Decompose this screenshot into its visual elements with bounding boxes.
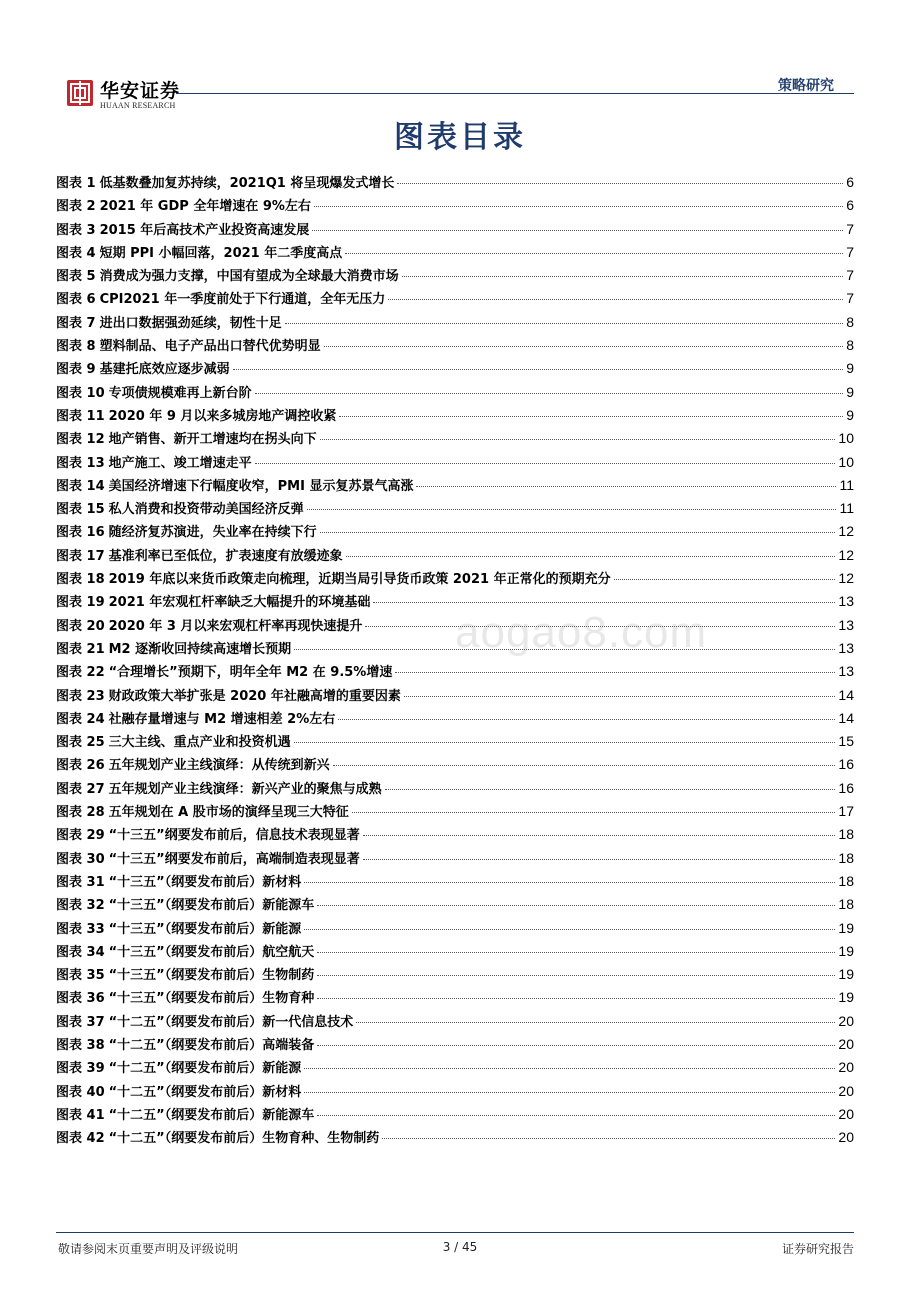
toc-entry-title: 五年规划产业主线演绎：新兴产业的聚焦与成熟 — [108, 781, 382, 797]
toc-entry[interactable] — [56, 731, 854, 754]
toc-entry[interactable] — [56, 382, 854, 405]
toc-entry[interactable] — [56, 685, 854, 708]
toc-entry[interactable] — [56, 288, 854, 311]
toc-entry-title: 地产施工、竣工增速走平 — [108, 455, 252, 471]
toc-entry-label: 图表 13 — [56, 455, 105, 471]
toc-entry-title: 2015 年后高技术产业投资高速发展 — [99, 222, 310, 238]
toc-entry-label: 图表 40 — [56, 1084, 105, 1100]
toc-entry-page: 14 — [838, 686, 854, 703]
toc-leader-dots — [397, 183, 843, 184]
toc-entry-page: 13 — [838, 663, 854, 680]
toc-entry[interactable] — [56, 1057, 854, 1080]
toc-entry-page: 9 — [846, 406, 854, 423]
toc-entry[interactable] — [56, 987, 854, 1010]
toc-entry-label: 图表 26 — [56, 758, 105, 774]
toc-entry-page: 13 — [838, 616, 854, 633]
toc-entry-title: 2020 年 3 月以来宏观杠杆率再现快速提升 — [108, 618, 363, 634]
toc-entry[interactable] — [56, 964, 854, 987]
toc-entry-page: 18 — [838, 896, 854, 913]
toc-entry-title: “十二五”（纲要发布前后）生物育种、生物制药 — [108, 1131, 380, 1147]
toc-entry-label: 图表 15 — [56, 502, 105, 518]
toc-leader-dots — [294, 742, 836, 743]
toc-entry-page: 20 — [838, 1035, 854, 1052]
figure-toc-list — [56, 172, 854, 1150]
toc-entry-page: 8 — [846, 313, 854, 330]
toc-leader-dots — [304, 1068, 835, 1069]
toc-entry[interactable] — [56, 428, 854, 451]
toc-entry-page: 16 — [838, 756, 854, 773]
toc-entry-label: 图表 31 — [56, 874, 105, 890]
toc-entry-label: 图表 16 — [56, 525, 105, 541]
toc-entry-label: 图表 8 — [56, 339, 96, 355]
toc-entry-label: 图表 10 — [56, 385, 105, 401]
toc-leader-dots — [404, 696, 836, 697]
toc-entry-title: “十三五”（纲要发布前后）航空航天 — [108, 944, 315, 960]
toc-entry-label: 图表 4 — [56, 245, 96, 261]
toc-entry-label: 图表 33 — [56, 921, 105, 937]
toc-entry-title: “十二五”（纲要发布前后）新能源 — [108, 1061, 302, 1077]
toc-entry-title: 2020 年 9 月以来多城房地产调控收紧 — [108, 408, 337, 424]
toc-entry-title: 2021 年宏观杠杆率缺乏大幅提升的环境基础 — [108, 595, 371, 611]
toc-entry[interactable] — [56, 1034, 854, 1057]
toc-entry-page: 17 — [838, 803, 854, 820]
toc-leader-dots — [363, 835, 836, 836]
toc-entry-label: 图表 12 — [56, 432, 105, 448]
toc-leader-dots — [285, 323, 844, 324]
toc-entry[interactable] — [56, 172, 854, 195]
page-header — [0, 0, 920, 115]
toc-entry-page: 16 — [838, 779, 854, 796]
toc-entry-page: 7 — [846, 243, 854, 260]
toc-leader-dots — [320, 532, 836, 533]
toc-entry-title: 基建托底效应逐步减弱 — [99, 362, 230, 378]
toc-entry-label: 图表 21 — [56, 641, 105, 657]
toc-entry-title: 短期 PPI 小幅回落，2021 年二季度高点 — [99, 245, 343, 261]
toc-entry-page: 11 — [839, 500, 854, 517]
toc-leader-dots — [382, 1138, 835, 1139]
toc-entry-title: “十三五”（纲要发布前后）生物育种 — [108, 991, 315, 1007]
toc-entry-page: 19 — [838, 919, 854, 936]
toc-entry-page: 13 — [838, 639, 854, 656]
toc-entry[interactable] — [56, 894, 854, 917]
toc-entry-label: 图表 27 — [56, 781, 105, 797]
toc-entry-label: 图表 5 — [56, 269, 96, 285]
toc-entry-label: 图表 39 — [56, 1061, 105, 1077]
toc-entry-label: 图表 11 — [56, 408, 105, 424]
toc-entry-title: “十二五”（纲要发布前后）新一代信息技术 — [108, 1014, 354, 1030]
toc-entry-page: 20 — [838, 1129, 854, 1146]
toc-entry-title: 财政政策大举扩张是 2020 年社融高增的重要因素 — [108, 688, 401, 704]
toc-entry-title: “合理增长”预期下，明年全年 M2 在 9.5%增速 — [108, 665, 393, 681]
toc-entry-title: CPI2021 年一季度前处于下行通道，全年无压力 — [99, 292, 386, 308]
toc-entry[interactable] — [56, 871, 854, 894]
toc-entry-label: 图表 41 — [56, 1107, 105, 1123]
toc-entry-title: M2 逐渐收回持续高速增长预期 — [108, 641, 292, 657]
toc-leader-dots — [352, 812, 836, 813]
toc-entry-label: 图表 30 — [56, 851, 105, 867]
toc-leader-dots — [317, 952, 835, 953]
toc-entry-title: 消费成为强力支撑，中国有望成为全球最大消费市场 — [99, 269, 399, 285]
toc-leader-dots — [304, 882, 835, 883]
toc-entry-page: 20 — [838, 1059, 854, 1076]
toc-entry-page: 12 — [838, 570, 854, 587]
toc-entry-title: “十二五”（纲要发布前后）新能源车 — [108, 1107, 315, 1123]
toc-entry-title: 基准利率已至低位，扩表速度有放缓迹象 — [108, 548, 343, 564]
toc-entry-title: 地产销售、新开工增速均在拐头向下 — [108, 432, 317, 448]
toc-entry-title: 2021 年 GDP 全年增速在 9%左右 — [99, 199, 311, 215]
toc-entry[interactable] — [56, 242, 854, 265]
toc-entry[interactable] — [56, 754, 854, 777]
toc-leader-dots — [324, 346, 844, 347]
toc-entry[interactable] — [56, 1081, 854, 1104]
toc-leader-dots — [385, 789, 836, 790]
toc-leader-dots — [333, 765, 836, 766]
toc-entry-page: 15 — [838, 733, 854, 750]
toc-entry-title: “十三五”（纲要发布前后）新能源车 — [108, 898, 315, 914]
toc-entry-page: 9 — [846, 383, 854, 400]
toc-entry-page: 10 — [838, 430, 854, 447]
toc-entry[interactable] — [56, 941, 854, 964]
toc-entry[interactable] — [56, 265, 854, 288]
logo-text: 华安证券 — [100, 80, 181, 102]
toc-entry-page: 7 — [846, 220, 854, 237]
toc-entry-title: 私人消费和投资带动美国经济反弹 — [108, 502, 304, 518]
toc-entry[interactable] — [56, 358, 854, 381]
toc-entry-title: “十三五”纲要发布前后，信息技术表现显著 — [108, 828, 360, 844]
huaan-logo-icon — [66, 79, 94, 107]
toc-entry-label: 图表 42 — [56, 1131, 105, 1147]
toc-entry-title: “十三五”纲要发布前后，高端制造表现显著 — [108, 851, 360, 867]
toc-entry-title: 低基数叠加复苏持续，2021Q1 将呈现爆发式增长 — [99, 176, 395, 191]
toc-entry-page: 6 — [846, 197, 854, 214]
toc-leader-dots — [346, 556, 836, 557]
toc-leader-dots — [363, 859, 836, 860]
toc-entry-title: “十三五”（纲要发布前后）新材料 — [108, 874, 302, 890]
toc-entry-page: 14 — [838, 709, 854, 726]
toc-entry-label: 图表 36 — [56, 991, 105, 1007]
toc-entry-page: 7 — [846, 290, 854, 307]
toc-entry-title: 随经济复苏演进，失业率在持续下行 — [108, 525, 317, 541]
toc-entry-label: 图表 32 — [56, 898, 105, 914]
toc-entry-page: 12 — [838, 546, 854, 563]
toc-leader-dots — [312, 230, 843, 231]
toc-entry[interactable] — [56, 568, 854, 591]
toc-leader-dots — [233, 369, 844, 370]
toc-entry-label: 图表 7 — [56, 315, 96, 331]
toc-entry-label: 图表 38 — [56, 1037, 105, 1053]
toc-entry-title: 五年规划产业主线演绎：从传统到新兴 — [108, 758, 330, 774]
toc-entry-title: 五年规划在 A 股市场的演绎呈现三大特征 — [108, 805, 349, 821]
toc-entry[interactable] — [56, 918, 854, 941]
toc-entry-label: 图表 37 — [56, 1014, 105, 1030]
header-divider — [176, 93, 854, 94]
toc-leader-dots — [373, 602, 835, 603]
toc-leader-dots — [416, 486, 836, 487]
toc-entry-page: 6 — [846, 174, 854, 190]
toc-entry-label: 图表 9 — [56, 362, 96, 378]
toc-entry-title: 美国经济增速下行幅度收窄，PMI 显示复苏景气高涨 — [108, 478, 414, 494]
page-title: 图表目录 — [394, 120, 526, 155]
toc-entry-label: 图表 23 — [56, 688, 105, 704]
toc-entry-page: 20 — [838, 1082, 854, 1099]
toc-entry-title: “十三五”（纲要发布前后）生物制药 — [108, 968, 315, 984]
toc-entry[interactable] — [56, 1127, 854, 1150]
toc-entry-page: 11 — [839, 476, 854, 493]
toc-leader-dots — [614, 579, 836, 580]
toc-entry[interactable] — [56, 335, 854, 358]
toc-entry-label: 图表 34 — [56, 944, 105, 960]
toc-entry-title: 专项债规模难再上新台阶 — [108, 385, 252, 401]
toc-leader-dots — [314, 206, 843, 207]
toc-leader-dots — [345, 253, 843, 254]
toc-leader-dots — [255, 393, 844, 394]
toc-entry-title: “十三五”（纲要发布前后）新能源 — [108, 921, 302, 937]
toc-entry-label: 图表 25 — [56, 735, 105, 751]
toc-entry-title: 进出口数据强劲延续，韧性十足 — [99, 315, 282, 331]
watermark: aogao8.com — [455, 608, 708, 657]
toc-entry-title: 三大主线、重点产业和投资机遇 — [108, 735, 291, 751]
toc-entry[interactable] — [56, 545, 854, 568]
toc-entry[interactable] — [56, 405, 854, 428]
toc-entry-label: 图表 14 — [56, 478, 105, 494]
toc-entry-title: 塑料制品、电子产品出口替代优势明显 — [99, 339, 321, 355]
toc-entry-page: 12 — [838, 523, 854, 540]
toc-entry-title: 社融存量增速与 M2 增速相差 2%左右 — [108, 711, 336, 727]
toc-entry-title: “十二五”（纲要发布前后）高端装备 — [108, 1037, 315, 1053]
toc-entry[interactable] — [56, 219, 854, 242]
toc-entry[interactable] — [56, 778, 854, 801]
toc-leader-dots — [304, 1092, 835, 1093]
toc-entry-title: 2019 年底以来货币政策走向梳理，近期当局引导货币政策 2021 年正常化的预期充分 — [108, 572, 611, 588]
toc-entry-title: “十二五”（纲要发布前后）新材料 — [108, 1084, 302, 1100]
toc-leader-dots — [388, 299, 843, 300]
toc-entry-label: 图表 3 — [56, 222, 96, 238]
toc-entry[interactable] — [56, 498, 854, 521]
toc-entry-label: 图表 28 — [56, 805, 105, 821]
toc-entry[interactable] — [56, 452, 854, 475]
toc-entry-page: 20 — [838, 1012, 854, 1029]
toc-entry[interactable] — [56, 708, 854, 731]
toc-entry-page: 18 — [838, 826, 854, 843]
toc-entry-page: 9 — [846, 360, 854, 377]
toc-entry-label: 图表 1 — [56, 176, 96, 191]
toc-leader-dots — [339, 416, 843, 417]
toc-leader-dots — [317, 1115, 835, 1116]
footer-disclaimer: 敬请参阅末页重要声明及评级说明 — [58, 1242, 239, 1256]
toc-entry[interactable] — [56, 848, 854, 871]
toc-entry-page: 18 — [838, 872, 854, 889]
toc-leader-dots — [338, 719, 835, 720]
toc-entry[interactable] — [56, 521, 854, 544]
toc-leader-dots — [317, 905, 835, 906]
toc-entry-label: 图表 19 — [56, 595, 105, 611]
toc-entry[interactable] — [56, 195, 854, 218]
toc-entry-page: 19 — [838, 966, 854, 983]
toc-leader-dots — [255, 463, 836, 464]
toc-leader-dots — [317, 998, 835, 999]
logo-subtitle: HUAAN RESEARCH — [100, 101, 176, 110]
toc-leader-dots — [395, 672, 835, 673]
toc-leader-dots — [317, 975, 835, 976]
toc-entry-label: 图表 20 — [56, 618, 105, 634]
toc-entry-label: 图表 22 — [56, 665, 105, 681]
toc-leader-dots — [317, 1045, 835, 1046]
toc-entry-label: 图表 17 — [56, 548, 105, 564]
toc-entry[interactable] — [56, 475, 854, 498]
toc-leader-dots — [307, 509, 837, 510]
section-tag: 策略研究 — [778, 78, 834, 94]
toc-entry[interactable] — [56, 1011, 854, 1034]
toc-entry-page: 19 — [838, 989, 854, 1006]
toc-entry[interactable] — [56, 1104, 854, 1127]
toc-entry[interactable] — [56, 661, 854, 684]
toc-entry-label: 图表 2 — [56, 199, 96, 215]
toc-entry-page: 13 — [838, 593, 854, 610]
toc-entry-page: 19 — [838, 942, 854, 959]
toc-entry-page: 7 — [846, 267, 854, 284]
toc-leader-dots — [320, 439, 836, 440]
toc-entry-label: 图表 18 — [56, 572, 105, 588]
page-number: 3 / 45 — [442, 1240, 478, 1254]
toc-entry[interactable] — [56, 312, 854, 335]
toc-entry[interactable] — [56, 801, 854, 824]
toc-leader-dots — [304, 929, 835, 930]
toc-leader-dots — [356, 1022, 835, 1023]
toc-entry[interactable] — [56, 824, 854, 847]
footer-report-type: 证券研究报告 — [781, 1242, 854, 1256]
toc-entry-page: 20 — [838, 1105, 854, 1122]
toc-entry-label: 图表 24 — [56, 711, 105, 727]
footer-divider — [56, 1232, 854, 1233]
toc-entry-page: 8 — [846, 337, 854, 354]
toc-entry-page: 10 — [838, 453, 854, 470]
toc-entry-page: 18 — [838, 849, 854, 866]
toc-leader-dots — [402, 276, 844, 277]
toc-entry-label: 图表 35 — [56, 968, 105, 984]
toc-entry-label: 图表 29 — [56, 828, 105, 844]
toc-entry-label: 图表 6 — [56, 292, 96, 308]
